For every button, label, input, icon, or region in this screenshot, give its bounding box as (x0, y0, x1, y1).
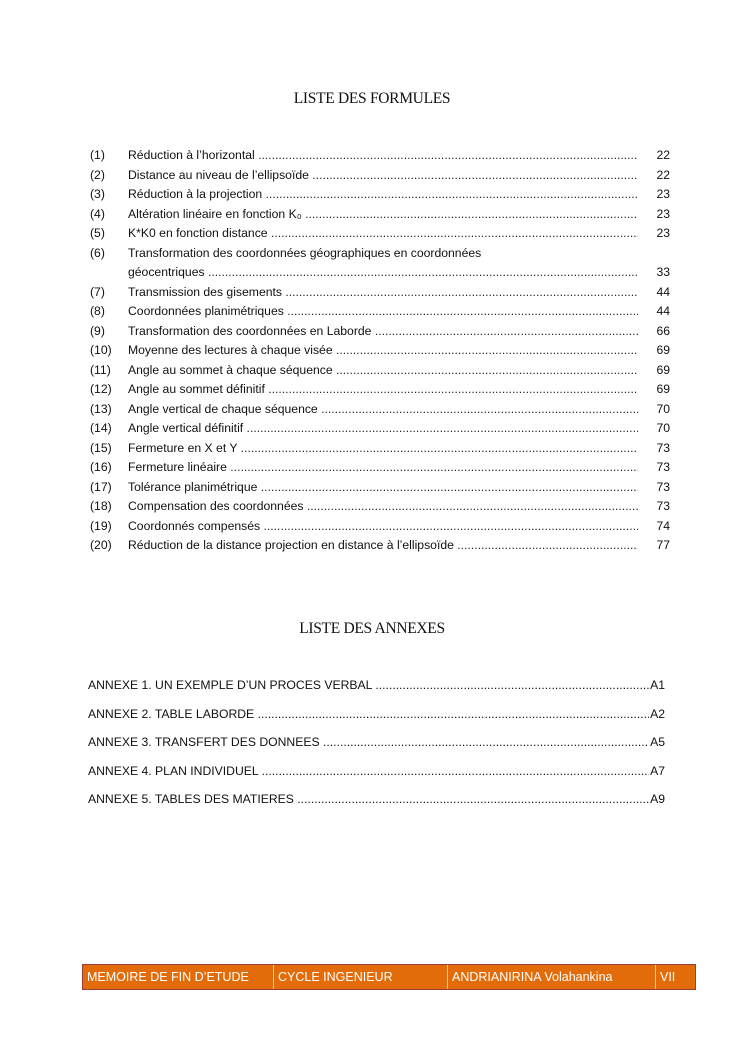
formula-entry[interactable] (90, 361, 670, 380)
formula-label-cont: géocentriques ..... (128, 263, 638, 282)
formula-label: Angle au sommet définitif ..... (128, 380, 638, 399)
formula-label: Réduction à la projection ..... (128, 185, 638, 204)
formula-entry[interactable] (90, 166, 670, 185)
annex-label: ANNEXE 5. TABLES DES MATIERES ..... (88, 790, 649, 808)
formula-page: 23 (656, 226, 670, 240)
annex-entry[interactable] (88, 733, 665, 751)
formula-label: Transformation des coordonnées en Laborde ..... (128, 322, 638, 341)
annex-page: A9 (650, 792, 665, 806)
formula-entry[interactable] (90, 419, 670, 438)
formula-number: (10) (90, 343, 112, 357)
annex-page: A7 (650, 763, 665, 778)
formula-number: (20) (90, 538, 112, 552)
formula-page: 69 (656, 362, 670, 377)
formula-entry[interactable] (90, 400, 670, 419)
formula-page: 73 (656, 460, 670, 474)
formula-page: 23 (656, 206, 670, 221)
annex-label: ANNEXE 4. PLAN INDIVIDUEL ..... (88, 762, 649, 780)
annex-entry[interactable] (88, 705, 665, 723)
footer-page-number: VII (660, 970, 676, 984)
formula-label: Fermeture en X et Y ..... (128, 439, 638, 458)
formula-entry[interactable] (90, 146, 670, 165)
formula-label: Angle au sommet à chaque séquence ..... (128, 361, 638, 380)
formula-label: Distance au niveau de l’ellipsoïde ..... (128, 166, 638, 185)
formula-entry[interactable] (90, 458, 670, 477)
formula-label: Angle vertical définitif ..... (128, 419, 638, 438)
formula-entry[interactable] (90, 536, 670, 555)
formulas-title: LISTE DES FORMULES (293, 90, 451, 107)
page-footer (82, 964, 696, 990)
formula-page: 69 (656, 382, 670, 396)
footer-author: ANDRIANIRINA Volahankina (448, 965, 656, 989)
formula-page: 77 (656, 538, 670, 552)
formula-number: (9) (90, 323, 105, 338)
annex-page: A2 (650, 706, 665, 721)
formula-entry[interactable] (90, 302, 670, 321)
formula-number: (6) (90, 245, 105, 260)
formula-label: Fermeture linéaire ..... (128, 458, 638, 477)
formula-entry[interactable] (90, 380, 670, 399)
formula-number: (11) (90, 362, 111, 377)
formula-page: 73 (656, 440, 670, 455)
formula-page: 74 (656, 518, 670, 533)
formula-number: (2) (90, 167, 105, 182)
formula-label: Compensation des coordonnées ..... (128, 497, 638, 516)
formula-entry[interactable] (90, 478, 670, 497)
formula-number: (18) (90, 499, 112, 513)
formula-entry[interactable] (90, 517, 670, 536)
formula-label: Angle vertical de chaque séquence ..... (128, 400, 638, 419)
formula-entry[interactable] (90, 341, 670, 360)
formula-number: (8) (90, 304, 105, 318)
formula-number: (12) (90, 382, 112, 396)
formula-number: (17) (90, 479, 112, 494)
formula-page: 22 (656, 167, 670, 182)
formula-label: Transmission des gisements ..... (128, 283, 638, 302)
formula-label: Altération linéaire en fonction K₀ ..... (128, 205, 638, 224)
formula-label: Coordonnées planimétriques ..... (128, 302, 638, 321)
annexes-title: LISTE DES ANNEXES (299, 620, 445, 637)
formula-entry[interactable] (90, 224, 670, 243)
annex-entry[interactable] (88, 676, 665, 694)
formula-page: 44 (656, 284, 670, 299)
formula-label: Réduction de la distance projection en distance à l’ellipsoïde ..... (128, 536, 638, 555)
annex-label: ANNEXE 1. UN EXEMPLE D’UN PROCES VERBAL ..... (88, 676, 649, 694)
formula-entry[interactable] (90, 497, 670, 516)
formula-entry[interactable] (90, 283, 670, 302)
formula-page: 73 (656, 499, 670, 513)
formula-entry[interactable] (90, 244, 670, 282)
annex-label: ANNEXE 3. TRANSFERT DES DONNEES ..... (88, 733, 649, 751)
annex-page: A5 (650, 735, 665, 749)
formula-number: (14) (90, 421, 112, 435)
formula-entry[interactable] (90, 205, 670, 224)
formula-number: (4) (90, 206, 105, 221)
formula-entry[interactable] (90, 322, 670, 341)
formula-page: 22 (656, 148, 670, 162)
annex-label: ANNEXE 2. TABLE LABORDE ..... (88, 705, 649, 723)
formula-label: Moyenne des lectures à chaque visée ..... (128, 341, 638, 360)
formula-number: (3) (90, 187, 105, 201)
formula-page: 66 (656, 323, 670, 338)
footer-cycle: CYCLE INGENIEUR (274, 965, 448, 989)
annex-entry[interactable] (88, 790, 665, 808)
formula-number: (16) (90, 460, 112, 474)
formula-number: (1) (90, 148, 105, 162)
formula-label: K*K0 en fonction distance ..... (128, 224, 638, 243)
formula-label: Tolérance planimétrique ..... (128, 478, 638, 497)
formula-entry[interactable] (90, 185, 670, 204)
formula-label: Réduction à l’horizontal ..... (128, 146, 638, 165)
formula-page: 73 (656, 479, 670, 494)
formula-page: 44 (656, 304, 670, 318)
formula-number: (13) (90, 401, 112, 416)
formula-label: Transformation des coordonnées géographiques en coordonnées (128, 245, 482, 260)
formula-page: 70 (656, 401, 670, 416)
formula-label: Coordonnés compensés ..... (128, 517, 638, 536)
formula-number: (19) (90, 518, 112, 533)
formula-number: (15) (90, 440, 112, 455)
annex-page: A1 (650, 678, 665, 692)
formula-page: 33 (656, 264, 670, 279)
formula-number: (5) (90, 226, 105, 240)
annex-entry[interactable] (88, 762, 665, 780)
formula-number: (7) (90, 284, 105, 299)
formula-page: 69 (656, 343, 670, 357)
formula-page: 70 (656, 421, 670, 435)
formula-page: 23 (656, 187, 670, 201)
formula-entry[interactable] (90, 439, 670, 458)
footer-memoire: MEMOIRE DE FIN D’ETUDE (83, 965, 274, 989)
